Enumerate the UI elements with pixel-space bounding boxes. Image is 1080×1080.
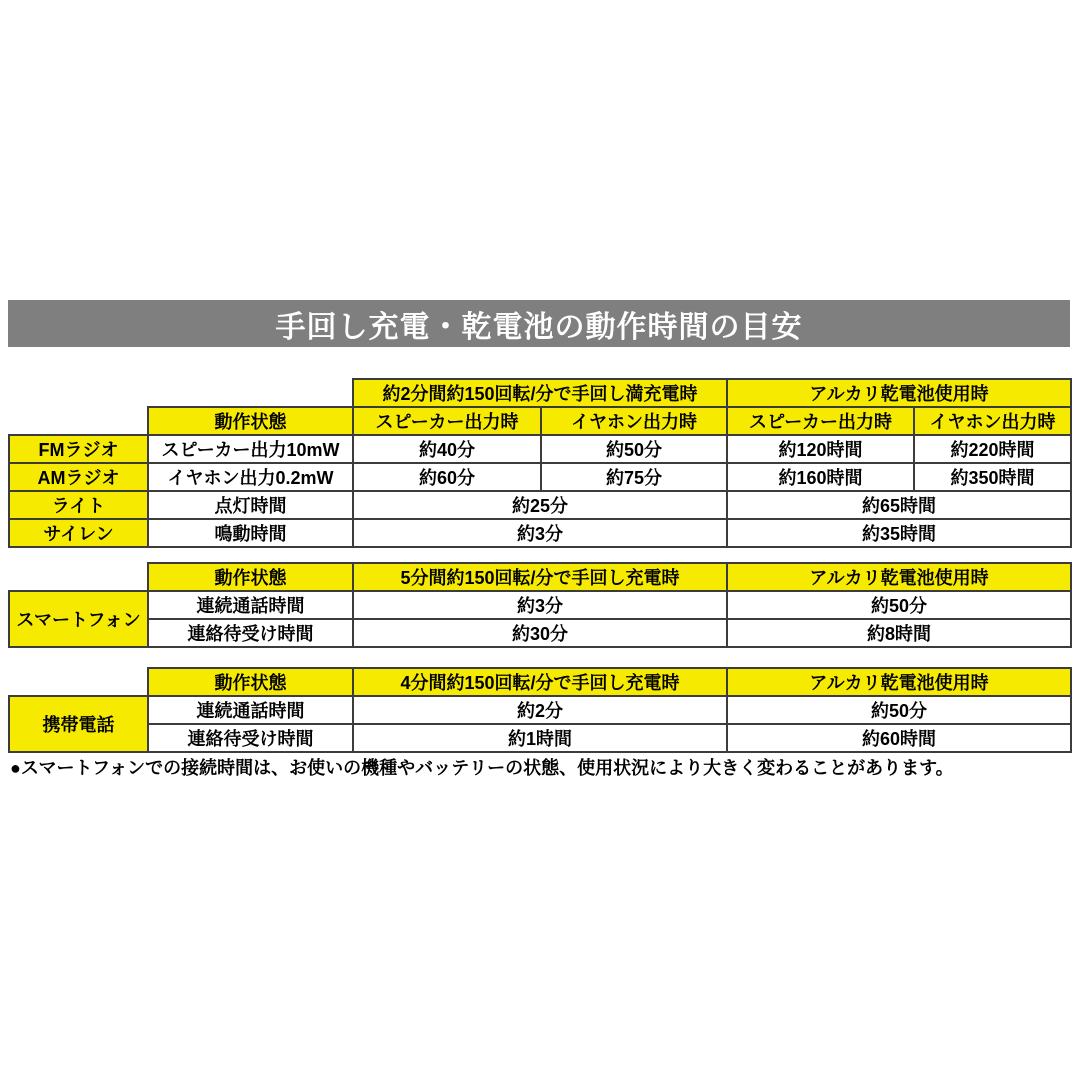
value-cell: 約40分	[353, 435, 541, 463]
state-cell: 鳴動時間	[148, 519, 353, 547]
value-cell: 約8時間	[727, 619, 1071, 647]
subheader-speaker-output: スピーカー出力時	[353, 407, 541, 435]
value-cell: 約65時間	[727, 491, 1071, 519]
subheader-operation-state: 動作状態	[148, 407, 353, 435]
state-cell: イヤホン出力0.2mW	[148, 463, 353, 491]
row-label: 携帯電話	[9, 696, 148, 752]
value-cell: 約50分	[541, 435, 727, 463]
row-label: AMラジオ	[9, 463, 148, 491]
header-alkaline-battery: アルカリ乾電池使用時	[727, 379, 1071, 407]
value-cell: 約160時間	[727, 463, 914, 491]
row-label: ライト	[9, 491, 148, 519]
state-cell: 連絡待受け時間	[148, 724, 353, 752]
header-alkaline-battery: アルカリ乾電池使用時	[727, 563, 1071, 591]
state-cell: 連続通話時間	[148, 591, 353, 619]
value-cell: 約350時間	[914, 463, 1071, 491]
spacer-cell	[9, 379, 353, 407]
mobile-phone-table	[8, 667, 1072, 753]
subheader-earphone-output: イヤホン出力時	[914, 407, 1071, 435]
table-row-mobile-standby	[9, 724, 1071, 752]
table-row-am-radio	[9, 463, 1071, 491]
value-cell: 約25分	[353, 491, 727, 519]
subheader-speaker-output: スピーカー出力時	[727, 407, 914, 435]
table-row-fm-radio	[9, 435, 1071, 463]
value-cell: 約3分	[353, 519, 727, 547]
table-row	[9, 668, 1071, 696]
table-row	[9, 379, 1071, 407]
footnote: ●スマートフォンでの接続時間は、お使いの機種やバッテリーの状態、使用状況により大きく変わることがあります。	[10, 758, 954, 778]
spacer-cell	[9, 563, 148, 591]
row-label: FMラジオ	[9, 435, 148, 463]
row-label: スマートフォン	[9, 591, 148, 647]
page-title: 手回し充電・乾電池の動作時間の目安	[275, 310, 803, 344]
header-crank-charge: 4分間約150回転/分で手回し充電時	[353, 668, 727, 696]
header-crank-charge: 5分間約150回転/分で手回し充電時	[353, 563, 727, 591]
table-row-light	[9, 491, 1071, 519]
value-cell: 約75分	[541, 463, 727, 491]
value-cell: 約30分	[353, 619, 727, 647]
value-cell: 約220時間	[914, 435, 1071, 463]
state-cell: スピーカー出力10mW	[148, 435, 353, 463]
subheader-operation-state: 動作状態	[148, 563, 353, 591]
value-cell: 約60分	[353, 463, 541, 491]
value-cell: 約50分	[727, 696, 1071, 724]
table-row-siren	[9, 519, 1071, 547]
radio-light-siren-table	[8, 378, 1072, 548]
table-row	[9, 407, 1071, 435]
table-row-smartphone-talk	[9, 591, 1071, 619]
value-cell: 約3分	[353, 591, 727, 619]
value-cell: 約120時間	[727, 435, 914, 463]
state-cell: 点灯時間	[148, 491, 353, 519]
header-crank-full-charge: 約2分間約150回転/分で手回し満充電時	[353, 379, 727, 407]
value-cell: 約60時間	[727, 724, 1071, 752]
table-row	[9, 563, 1071, 591]
header-alkaline-battery: アルカリ乾電池使用時	[727, 668, 1071, 696]
subheader-earphone-output: イヤホン出力時	[541, 407, 727, 435]
value-cell: 約35時間	[727, 519, 1071, 547]
subheader-operation-state: 動作状態	[148, 668, 353, 696]
state-cell: 連絡待受け時間	[148, 619, 353, 647]
state-cell: 連続通話時間	[148, 696, 353, 724]
spacer-cell	[9, 407, 148, 435]
spacer-cell	[9, 668, 148, 696]
value-cell: 約2分	[353, 696, 727, 724]
table-row-mobile-talk	[9, 696, 1071, 724]
row-label: サイレン	[9, 519, 148, 547]
value-cell: 約50分	[727, 591, 1071, 619]
table-row-smartphone-standby	[9, 619, 1071, 647]
value-cell: 約1時間	[353, 724, 727, 752]
smartphone-table	[8, 562, 1072, 648]
title-bar	[8, 300, 1070, 347]
